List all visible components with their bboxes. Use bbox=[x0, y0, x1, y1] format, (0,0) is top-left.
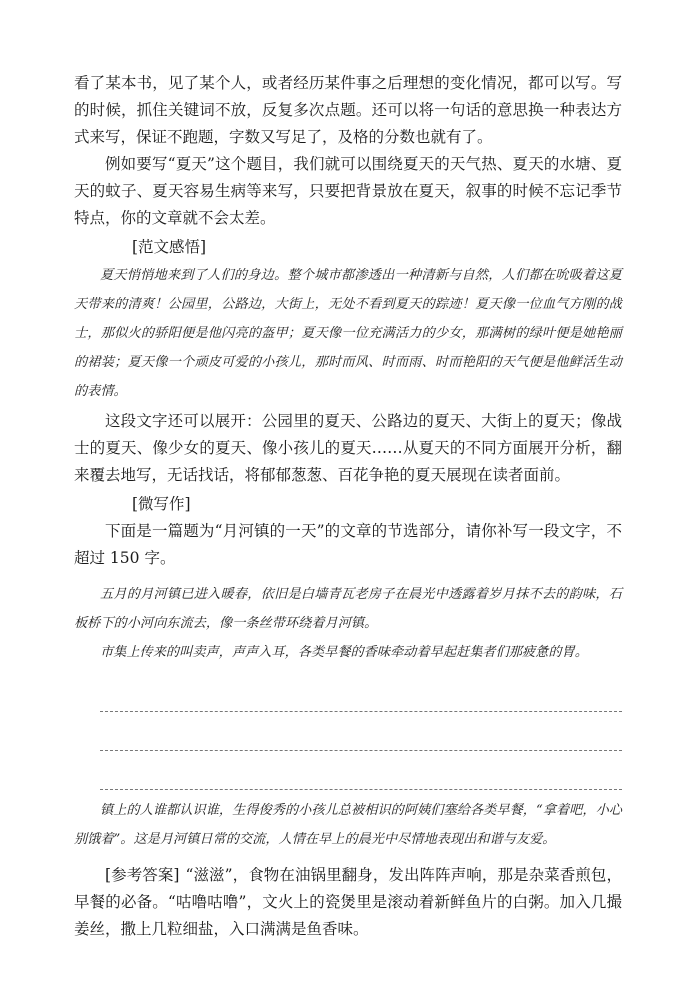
blank-line[interactable] bbox=[100, 751, 622, 790]
section-label-model: [范文感悟] bbox=[132, 238, 207, 256]
reference-answer bbox=[74, 862, 622, 943]
excerpt-paragraph-2: 市集上传来的叫卖声，声声入耳，各类早餐的香味牵动着早起赶集者们那疲惫的胃。 bbox=[100, 645, 588, 660]
excerpt-paragraph-1: 五月的月河镇已进入暖春，依旧是白墙青瓦老房子在晨光中透露着岁月抹不去的韵味，石板桥下的小河向东流去，像一条丝带环绕着月河镇。 bbox=[74, 587, 622, 631]
paragraph-4: 下面是一篇题为“月河镇的一天”的文章的节选部分，请你补写一段文字，不超过 150 字。 bbox=[74, 522, 622, 567]
paragraph-3: 这段文字还可以展开：公园里的夏天、公路边的夏天、大街上的夏天；像战士的夏天、像少女的夏天、像小孩儿的夏天……从夏天的不同方面展开分析，翻来覆去地写，无话找话，将郁郁葱葱、百花争艳的夏天展现在读者面前。 bbox=[74, 412, 622, 484]
answer-blank-lines[interactable] bbox=[74, 673, 622, 790]
section-label-micro: [微写作] bbox=[132, 495, 191, 513]
model-essay-text: 夏天悄悄地来到了人们的身边。整个城市都渗透出一种清新与自然，人们都在吮吸着这夏天带来的清爽！公园里，公路边，大街上，无处不看到夏天的踪迹！夏天像一位血气方刚的战士，那似火的骄阳便是他闪亮的盔甲；夏天像一位充满活力的少女，那满树的绿叶便是她艳丽的裙装；夏天像一个顽皮可爱的小孩儿，那时而风、时而雨、时而艳阳的天气便是他鲜活生动的表情。 bbox=[74, 268, 622, 399]
answer-label: [参考答案] bbox=[105, 866, 180, 884]
document-page bbox=[74, 70, 622, 943]
answer-text: “滋滋”，食物在油锅里翻身，发出阵阵声响，那是杂菜香煎包，早餐的必备。“咕噜咕噜”，文火上的瓷煲里是滚动着新鲜鱼片的白粥。加入几撮姜丝，撒上几粒细盐，入口满满是鱼香味。 bbox=[74, 866, 622, 938]
paragraph-2: 例如要写“夏天”这个题目，我们就可以围绕夏天的天气热、夏天的水塘、夏天的蚊子、夏天容易生病等来写，只要把背景放在夏天，叙事的时候不忘记季节特点，你的文章就不会太差。 bbox=[74, 155, 622, 227]
blank-line[interactable] bbox=[100, 673, 622, 712]
blank-line[interactable] bbox=[100, 712, 622, 751]
paragraph-1: 看了某本书，见了某个人，或者经历某件事之后理想的变化情况，都可以写。写的时候，抓住关键词不放，反复多次点题。还可以将一句话的意思换一种表达方式来写，保证不跑题，字数又写足了，及格的分数也就有了。 bbox=[74, 74, 622, 146]
excerpt-paragraph-3: 镇上的人谁都认识谁，生得俊秀的小孩儿总被相识的阿姨们塞给各类早餐，“拿着吧，小心别饿着”。这是月河镇日常的交流，人情在早上的晨光中尽情地表现出和谐与友爱。 bbox=[74, 803, 622, 847]
